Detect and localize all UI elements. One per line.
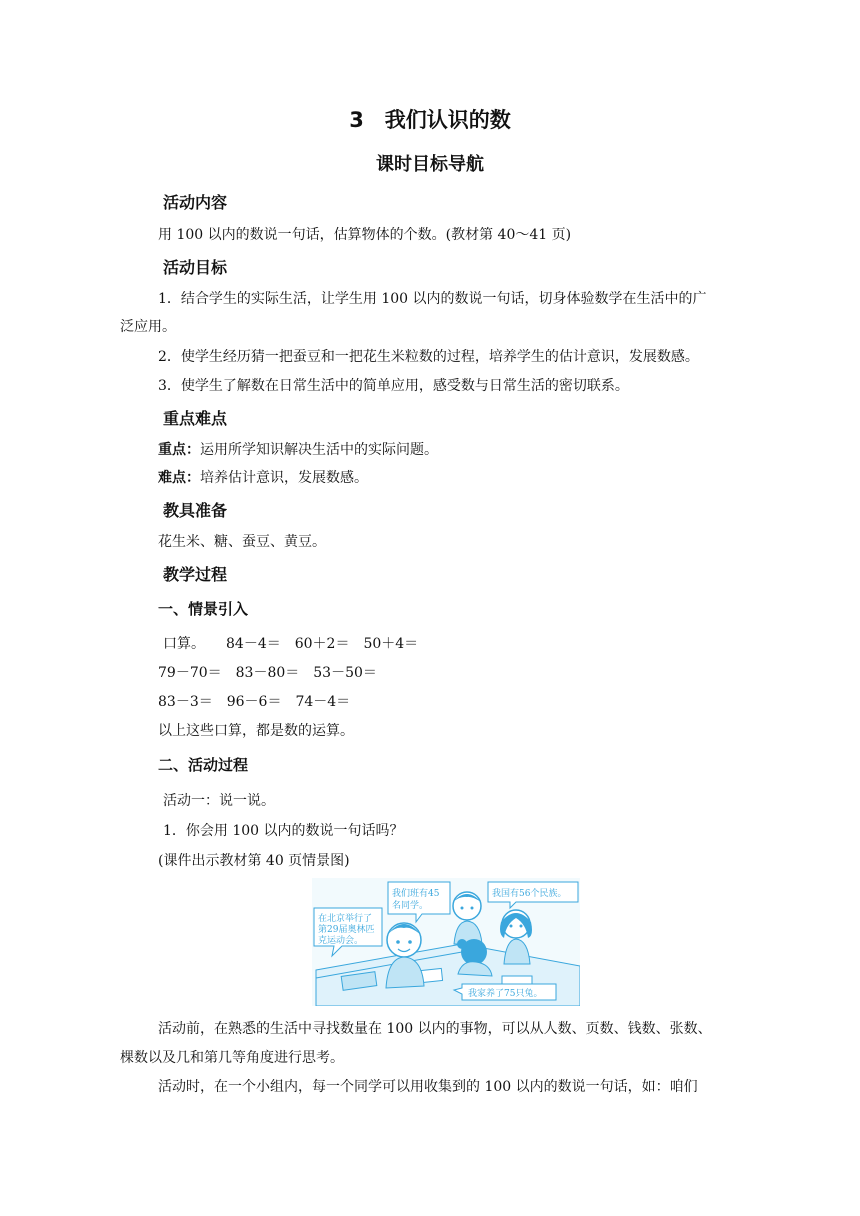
page-title: 3 我们认识的数 <box>349 108 511 132</box>
goal-1-line-1: 1．结合学生的实际生活，让学生用 100 以内的数说一句话，切身体验数学在生活中的广 <box>158 291 707 307</box>
paragraph-2-line-1: 活动时，在一个小组内，每一个同学可以用收集到的 100 以内的数说一句话，如：咱们 <box>158 1079 698 1095</box>
bubble-class-line-2: 名同学。 <box>392 901 429 911</box>
heading-part-1: 一、情景引入 <box>158 600 249 618</box>
activity-one: 活动一：说一说。 <box>163 793 275 809</box>
heading-key-points: 重点难点 <box>163 409 228 428</box>
goal-1-line-2: 泛应用。 <box>120 319 176 335</box>
key-point-label: 重点： <box>158 442 200 458</box>
paragraph-1-line-1: 活动前，在熟悉的生活中寻找数量在 100 以内的事物，可以从人数、页数、钱数、张数、 <box>158 1021 712 1037</box>
mental-math-line-3: 83－3＝ 96－6＝ 74－4＝ <box>158 694 351 710</box>
bubble-class-line-1: 我们班有45 <box>392 889 440 899</box>
difficulty-line <box>158 467 368 487</box>
heading-activity-goals: 活动目标 <box>163 258 228 277</box>
materials-text: 花生米、糖、蚕豆、黄豆。 <box>158 534 326 550</box>
mental-math-summary: 以上这些口算，都是数的运算。 <box>158 723 354 739</box>
activity-content-text: 用 100 以内的数说一句话，估算物体的个数。(教材第 40～41 页) <box>158 227 572 243</box>
question-1: 1．你会用 100 以内的数说一句话吗？ <box>163 823 404 839</box>
difficulty-text: 培养估计意识，发展数感。 <box>200 470 368 486</box>
heading-teaching-process: 教学过程 <box>163 565 228 584</box>
bubble-nation: 我国有56个民族。 <box>492 889 567 899</box>
difficulty-label: 难点： <box>158 470 200 486</box>
goal-3: 3．使学生了解数在日常生活中的简单应用，感受数与日常生活的密切联系。 <box>158 378 629 394</box>
bubble-olympic-line-3: 克运动会。 <box>318 936 364 946</box>
bubble-olympic-line-1: 在北京举行了 <box>318 914 373 924</box>
mental-math-line-1: 口算。 84－4＝ 60＋2＝ 50＋4＝ <box>163 636 419 652</box>
page-subtitle: 课时目标导航 <box>376 154 484 175</box>
courseware-note: (课件出示教材第 40 页情景图) <box>158 853 350 869</box>
bubble-rabbit: 我家养了75只兔。 <box>468 989 543 999</box>
heading-activity-content: 活动内容 <box>163 193 228 212</box>
heading-part-2: 二、活动过程 <box>158 756 249 774</box>
paragraph-1-line-2: 棵数以及几和第几等角度进行思考。 <box>120 1050 344 1066</box>
mental-math-line-2: 79－70＝ 83－80＝ 53－50＝ <box>158 665 377 681</box>
heading-materials: 教具准备 <box>163 501 228 520</box>
bubble-olympic-line-2: 第29届奥林匹 <box>318 925 375 935</box>
key-point-line <box>158 439 438 459</box>
goal-2: 2．使学生经历猜一把蚕豆和一把花生米粒数的过程，培养学生的估计意识，发展数感。 <box>158 349 699 365</box>
scene-illustration <box>312 878 580 1006</box>
key-point-text: 运用所学知识解决生活中的实际问题。 <box>200 442 438 458</box>
